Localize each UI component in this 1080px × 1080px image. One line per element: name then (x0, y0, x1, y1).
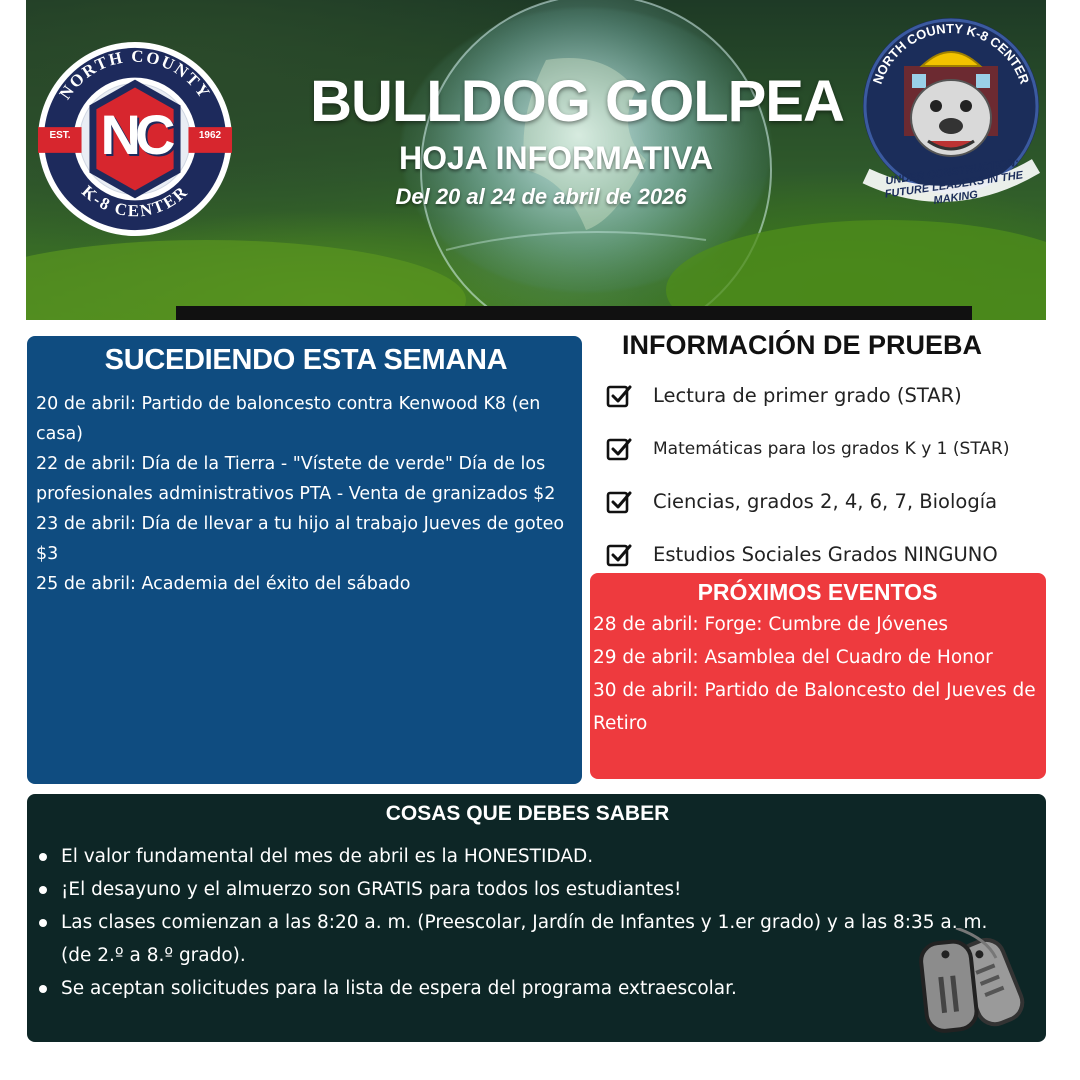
svg-text:NORTH COUNTY: NORTH COUNTY (55, 46, 215, 103)
logo-monogram: NC (100, 103, 170, 166)
things-to-know-panel (27, 794, 1046, 1042)
newsletter-subtitle: HOJA INFORMATIVA (398, 140, 714, 176)
logo-left-text (36, 40, 234, 238)
this-week-item: 23 de abril: Día de llevar a tu hijo al trabajo Jueves de goteo $3 (36, 514, 565, 564)
this-week-item: 25 de abril: Academia del éxito del sábado (36, 574, 411, 594)
newsletter-dates: Del 20 al 24 de abril de 2026 (395, 184, 687, 209)
this-week-item: 22 de abril: Día de la Tierra - "Vístete de verde" Día de los profesionales administrativos PTA - Venta de granizados $2 (36, 454, 556, 504)
test-info-label: Ciencias, grados 2, 4, 6, 7, Biología (653, 490, 998, 513)
bulldog-logo-motto: UNDER CONSTRUCTION: FUTURE LEADERS IN THE MAKING (884, 156, 1024, 207)
test-info-item (606, 422, 1076, 475)
logo-year: 1962 (198, 130, 222, 141)
bulldog-logo (856, 6, 1046, 212)
this-week-item: 20 de abril: Partido de baloncesto contra Kenwood K8 (en casa) (36, 394, 541, 444)
list-item: ¡El desayuno y el almuerzo son GRATIS para todos los estudiantes! (39, 873, 1016, 906)
this-week-panel (27, 336, 582, 784)
list-item: Las clases comienzan a las 8:20 a. m. (Preescolar, Jardín de Infantes y 1.er grado) y a las 8:35 a. m. (de 2.º a 8.º grado). (39, 906, 1016, 972)
logo-est-label: EST. (49, 130, 71, 141)
upcoming-item: 30 de abril: Partido de Baloncesto del Jueves de Retiro (593, 680, 1036, 734)
test-info-item (606, 369, 1076, 422)
checkbox-checked-icon (606, 383, 632, 409)
test-info-label: Estudios Sociales Grados NINGUNO (653, 543, 998, 566)
upcoming-events-panel (590, 573, 1046, 779)
test-info-item (606, 475, 1076, 528)
test-info-label: Lectura de primer grado (STAR) (653, 384, 962, 407)
list-item: Se aceptan solicitudes para la lista de espera del programa extraescolar. (39, 972, 1016, 1005)
upcoming-item: 29 de abril: Asamblea del Cuadro de Honor (593, 647, 993, 668)
this-week-heading: SUCEDIENDO ESTA SEMANA (104, 344, 508, 376)
things-to-know-heading: COSAS QUE DEBES SABER (385, 802, 670, 825)
test-info-heading: INFORMACIÓN DE PRUEBA (622, 330, 983, 360)
checkbox-checked-icon (606, 489, 632, 515)
upcoming-heading: PRÓXIMOS EVENTOS (697, 579, 938, 605)
things-to-know-list (39, 840, 1016, 1005)
checkbox-checked-icon (606, 542, 632, 568)
newsletter-title: BULLDOG GOLPEA (310, 69, 844, 134)
upcoming-item: 28 de abril: Forge: Cumbre de Jóvenes (593, 614, 949, 635)
header-banner (26, 0, 1046, 320)
list-item: El valor fundamental del mes de abril es la HONESTIDAD. (39, 840, 1016, 873)
dog-tags-icon (906, 928, 1036, 1038)
svg-text:K-8 CENTER: K-8 CENTER (78, 181, 192, 221)
svg-text:NORTH COUNTY K-8 CENTER: NORTH COUNTY K-8 CENTER (869, 20, 1033, 86)
banner-bottom-bar (176, 306, 972, 320)
test-info-label: Matemáticas para los grados K y 1 (STAR) (653, 438, 1010, 459)
checkbox-checked-icon (606, 436, 632, 462)
test-info-section (606, 330, 1076, 581)
